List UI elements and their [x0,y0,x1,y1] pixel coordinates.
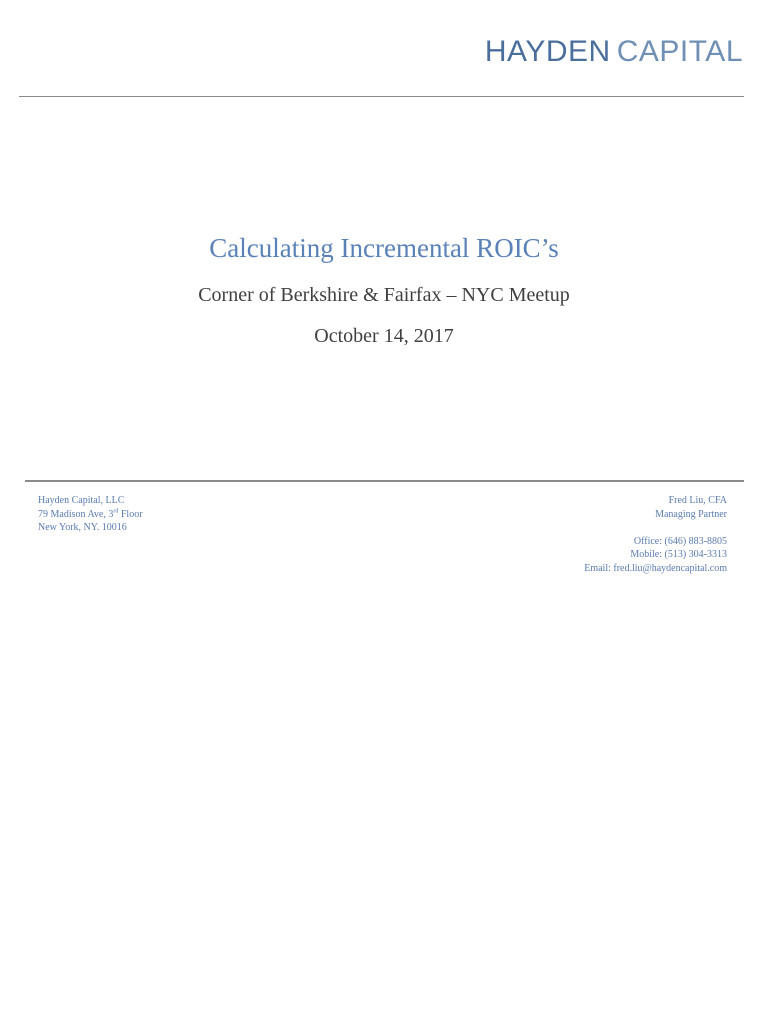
contact-block [584,494,727,575]
company-name: Hayden Capital, LLC [38,495,125,506]
footer-divider [25,480,744,482]
document-subtitle: Corner of Berkshire & Fairfax – NYC Meetup [198,284,570,306]
document-title: Calculating Incremental ROIC’s [209,233,559,263]
company-address-block [38,494,143,535]
contact-role: Managing Partner [655,508,727,520]
title-block [0,228,768,350]
address-line-1-prefix: 79 Madison Ave, 3 [38,508,114,520]
document-date: October 14, 2017 [314,325,454,347]
address-ordinal-suffix: rd [113,508,119,515]
contact-mobile-phone: Mobile: (513) 304-3313 [630,549,727,560]
contact-name: Fred Liu, CFA [668,495,727,506]
logo-word-capital: CAPITAL [616,35,743,68]
address-line-2: New York, NY. 10016 [38,522,127,533]
contact-office-phone: Office: (646) 883-8805 [633,535,727,547]
header-divider [19,96,744,97]
logo-word-hayden: HAYDEN [484,35,611,68]
contact-email[interactable]: Email: fred.liu@haydencapital.com [584,562,727,574]
contact-spacer [584,521,727,535]
address-line-1-suffix: Floor [118,508,143,520]
hayden-capital-logo [485,34,743,70]
address-line-1 [38,508,143,522]
